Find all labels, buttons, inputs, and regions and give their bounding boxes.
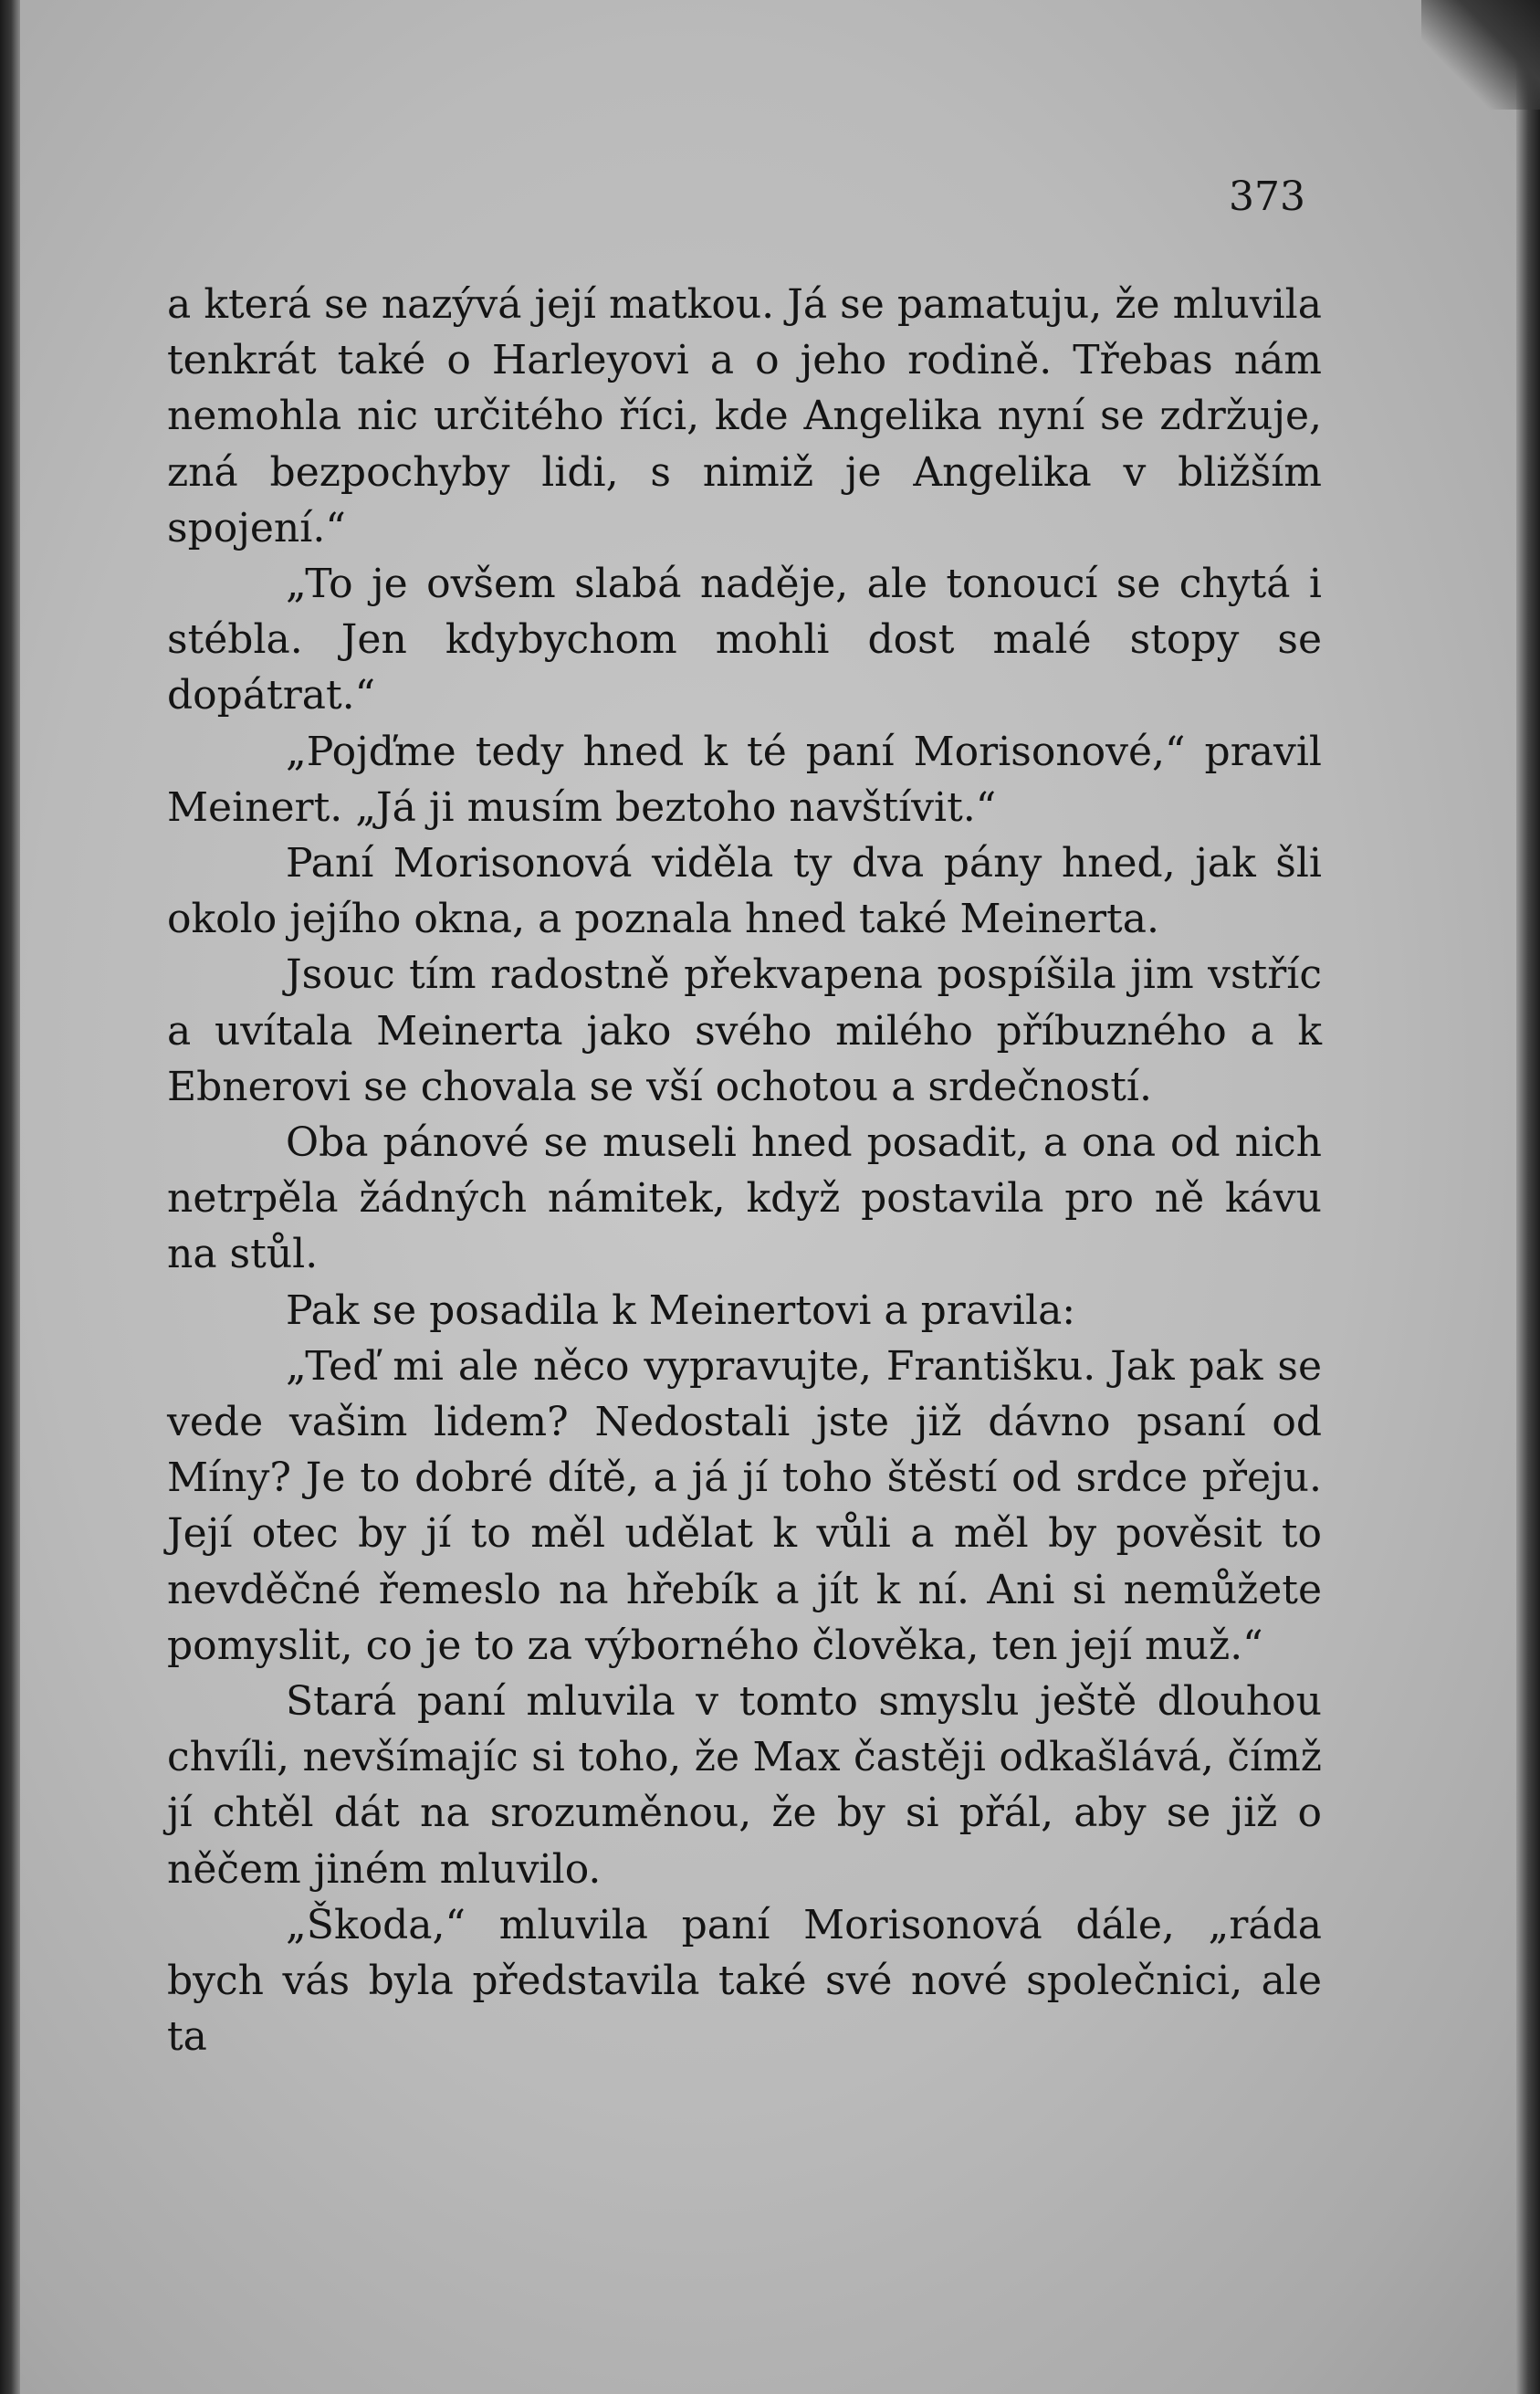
page-right-edge-shadow — [1516, 0, 1540, 2394]
body-text — [167, 277, 1322, 2065]
paragraph: „To je ovšem slabá naděje, ale tonoucí se chytá i stébla. Jen kdybychom mohli dost malé stopy se dopátrat.“ — [167, 561, 1322, 719]
page-corner-fold — [1421, 0, 1540, 110]
paragraph: Pak se posadila k Meinertovi a pravila: — [286, 1286, 1076, 1334]
paragraph: „Pojďme tedy hned k té paní Morisonové,“ pravil Meinert. „Já ji musím beztoho navštívit.“ — [167, 728, 1322, 831]
paragraph: Stará paní mluvila v tomto smyslu ještě dlouhou chvíli, nevšímajíc si toho, že Max častěji odkašlává, čímž jí chtěl dát na srozuměnou, že by si přál, aby se již o něčem jiném mluvilo. — [167, 1678, 1322, 1893]
paragraph: Jsouc tím radostně překvapena pospíšila jim vstříc a uvítala Meinerta jako svého milého příbuzného a k Ebnerovi se chovala se vší ochotou a srdečností. — [167, 951, 1322, 1110]
paragraph: Paní Morisonová viděla ty dva pány hned, jak šli okolo jejího okna, a poznala hned také Meinerta. — [167, 840, 1322, 943]
paragraph: Oba pánové se museli hned posadit, a ona od nich netrpěla žádných námitek, když postavila pro ně kávu na stůl. — [167, 1119, 1322, 1278]
page-left-edge-shadow — [0, 0, 20, 2394]
paragraph: a která se nazývá její matkou. Já se pamatuju, že mluvila tenkrát také o Harleyovi a o jeho rodině. Třebas nám nemohla nic určitého říci, kde Angelika nyní se zdržuje, zná bezpochyby lidi, s nimiž je Angelika v bližším spojení.“ — [167, 281, 1322, 551]
page-number: 373 — [1229, 173, 1305, 220]
paragraph: „Teď mi ale něco vypravujte, Františku. Jak pak se vede vašim lidem? Nedostali jste již dávno psaní od Míny? Je to dobré dítě, a já jí toho štěstí od srdce přeju. Její otec by jí to měl udělat k vůli a měl by pověsit to nevděčné řemeslo na hřebík a jít k ní. Ani si nemůžete pomyslit, co je to za výborného člověka, ten její muž.“ — [167, 1342, 1322, 1669]
paragraph: „Škoda,“ mluvila paní Morisonová dále, „ráda bych vás byla představila také své nové společnici, ale ta — [167, 1901, 1322, 2061]
